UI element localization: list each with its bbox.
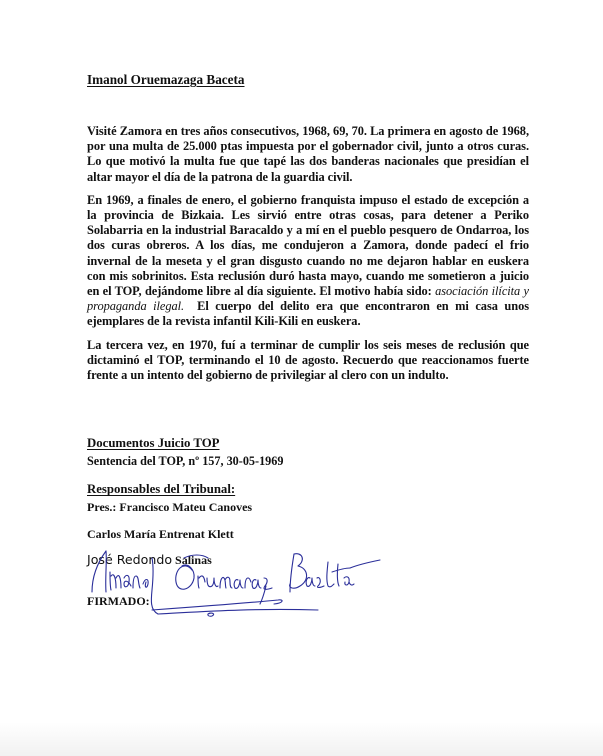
- paragraph-text: El cuerpo del delito era que encontraron en mi casa unos ejemplares de la revista infantil Kili-Kili en euskera.: [87, 299, 533, 329]
- tribunal-member-president: Pres.: Francisco Mateu Canoves: [87, 500, 253, 515]
- documents-heading: Documentos Juicio TOP: [87, 436, 220, 451]
- page-bottom-shadow: [0, 722, 603, 756]
- member-last-name: Salinas: [172, 553, 212, 568]
- tribunal-member: Carlos María Entrenat Klett: [87, 527, 234, 542]
- document-title: Imanol Oruemazaga Baceta: [87, 72, 245, 87]
- charge-italic: asociación ilícita y propaganda ilegal.: [87, 284, 529, 314]
- member-first-name: José Redondo: [87, 552, 173, 568]
- tribunal-heading: Responsables del Tribunal:: [87, 482, 236, 497]
- document-body: [87, 72, 536, 609]
- paragraph-zamora-visits: Visité Zamora en tres años consecutivos, 1968, 69, 70. La primera en agosto de 1968, por una multa de 25.000 ptas impuesta por el gobernador civil, junto a otros curas. Lo que motivó la multa fue que tapé las dos banderas nacionales que presidían el altar mayor el día de la patrona de la guardia civil.: [87, 124, 529, 184]
- handwritten-signature-icon: [88, 548, 388, 618]
- paragraph-1969-arrest: [87, 192, 533, 330]
- paragraph-text: En 1969, a finales de enero, el gobierno franquista impuso el estado de excepción a la provincia de Bizkaia. Les sirvió entre otras cosas, para detener a Periko Solabarria en la industrial Baracaldo y a mí en el pueblo pesquero de Ondarroa, los dos curas obreros. A los días, me condujeron a Zamora, donde padecí el frio invernal de la meseta y el gran disgusto cuando no me dejaron hablar en euskera con mis sobrinitos. Esta reclusión duró hasta mayo, cuando me sometieron a juicio en el TOP, dejándome libre al día siguiente. El motivo había sido:: [87, 192, 529, 299]
- sentence-reference: Sentencia del TOP, nº 157, 30-05-1969: [87, 454, 284, 469]
- paragraph-1970-reclusion: La tercera vez, en 1970, fuí a terminar de cumplir los seis meses de reclusión que dictaminó el TOP, terminando el 10 de agosto. Recuerdo que reaccionamos fuerte frente a un intento del gobierno de privilegiar al clero con un indulto.: [87, 337, 536, 383]
- signed-label: FIRMADO:: [87, 594, 150, 609]
